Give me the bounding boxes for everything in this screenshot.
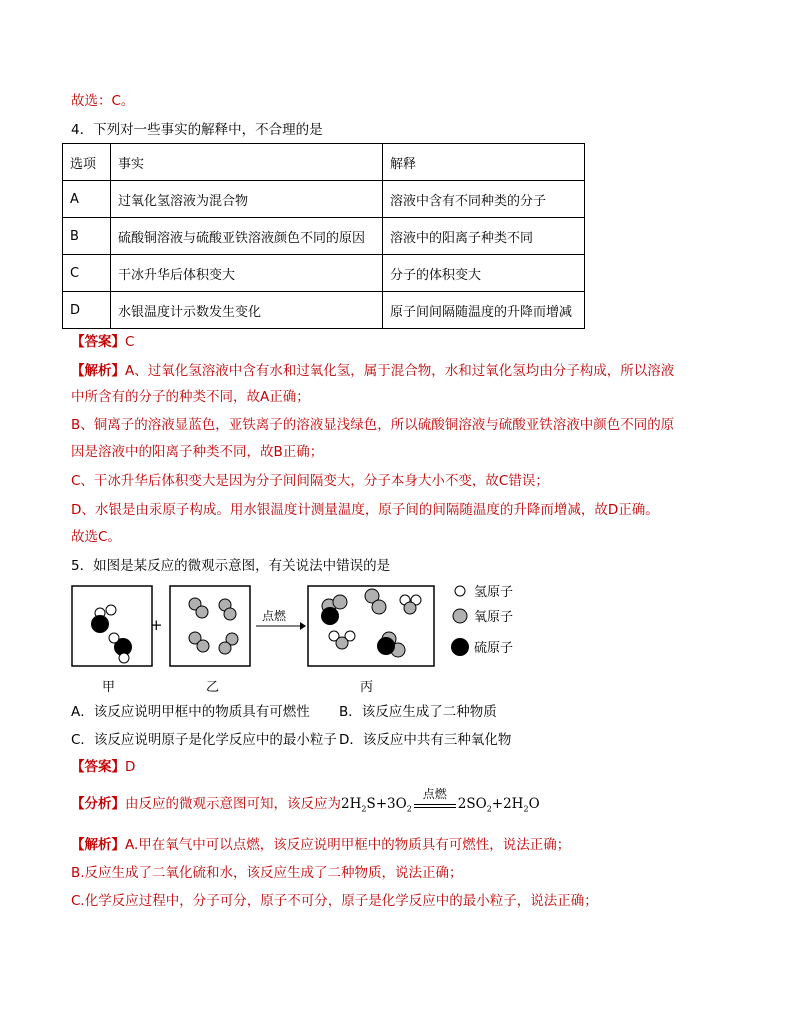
table-cell: 硫酸铜溶液与硫酸亚铁溶液颜色不同的原因 — [111, 218, 383, 255]
hydrogen-atom — [109, 633, 119, 643]
box-yi — [170, 586, 250, 666]
box-label-jia: 甲 — [102, 680, 116, 695]
q4-analysis-line-3: B、铜离子的溶液显蓝色，亚铁离子的溶液显浅绿色，所以硫酸铜溶液与硫酸亚铁溶液中颜色不同的原 — [71, 417, 675, 433]
q5-analysis-line-3: C.化学反应过程中，分子可分，原子不可分，原子是化学反应中的最小粒子，说法正确； — [71, 893, 598, 909]
table-cell: 分子的体积变大 — [383, 255, 585, 292]
oxygen-atom — [197, 640, 209, 652]
plus-sign: + — [150, 616, 163, 634]
q5-option-a: A．该反应说明甲框中的物质具有可燃性 — [71, 704, 310, 720]
legend-label-oxygen: 氧原子 — [474, 610, 514, 625]
answer-label: 【答案】 — [71, 334, 125, 350]
analysis-text: A.甲在氧气中可以点燃，该反应说明甲框中的物质具有可燃性，说法正确； — [125, 837, 571, 853]
answer-value: D — [125, 759, 136, 775]
box-label-bing: 丙 — [360, 680, 374, 695]
table-cell: 干冰升华后体积变大 — [111, 255, 383, 292]
table-cell: D — [63, 292, 111, 329]
chemical-equation — [341, 787, 540, 819]
table-header-cell: 解释 — [383, 144, 585, 181]
table-cell: A — [63, 181, 111, 218]
oxygen-atom — [224, 608, 236, 620]
arrow-head-icon — [300, 622, 306, 630]
table-cell: C — [63, 255, 111, 292]
hydrogen-atom — [106, 605, 116, 615]
oxygen-atom — [336, 637, 348, 649]
q5-answer — [71, 758, 135, 776]
fenxi-text: 由反应的微观示意图可知，该反应为 — [125, 796, 341, 812]
hydrogen-legend-icon — [455, 586, 465, 596]
table-row — [63, 255, 585, 292]
table-row — [63, 181, 585, 218]
analysis-label: 【解析】 — [71, 837, 125, 853]
eq-condition: 点燃 — [422, 787, 447, 801]
eq-subscript: 2 — [523, 804, 529, 814]
eq-term: S — [366, 796, 376, 812]
previous-conclusion: 故选：C。 — [71, 93, 135, 109]
oxygen-legend-icon — [453, 609, 467, 623]
table-cell: 水银温度计示数发生变化 — [111, 292, 383, 329]
eq-term: +3O — [375, 796, 407, 812]
eq-subscript: 2 — [406, 804, 412, 814]
q5-analysis-line-2: B.反应生成了二氧化硫和水，该反应生成了二种物质，说法正确； — [71, 865, 463, 881]
q4-analysis-line-4: 因是溶液中的阳离子种类不同，故B正确； — [71, 444, 324, 460]
analysis-text: A、过氧化氢溶液中含有水和过氧化氢，属于混合物，水和过氧化氢均由分子构成，所以溶液 — [125, 363, 675, 379]
table-header-cell: 选项 — [63, 144, 111, 181]
table-cell: B — [63, 218, 111, 255]
oxygen-atom — [372, 600, 386, 614]
q5-fenxi — [71, 787, 540, 819]
arrow-condition: 点燃 — [262, 609, 287, 623]
oxygen-atom — [196, 606, 208, 618]
legend-label-hydrogen: 氢原子 — [474, 585, 514, 600]
table-cell: 溶液中含有不同种类的分子 — [383, 181, 585, 218]
q4-answer — [71, 333, 134, 351]
eq-term: 2SO — [457, 796, 487, 812]
eq-subscript: 2 — [361, 804, 367, 814]
q4-table — [62, 143, 585, 329]
table-row — [63, 292, 585, 329]
eq-subscript: 2 — [486, 804, 492, 814]
eq-term: O — [528, 796, 540, 812]
table-cell: 溶液中的阳离子种类不同 — [383, 218, 585, 255]
oxygen-atom — [219, 642, 231, 654]
fenxi-label: 【分析】 — [71, 796, 125, 812]
q5-option-c: C．该反应说明原子是化学反应中的最小粒子 — [71, 732, 337, 748]
box-label-yi: 乙 — [206, 680, 220, 695]
table-header-row — [63, 144, 585, 181]
sulfur-legend-icon — [451, 638, 469, 656]
table-cell: 过氧化氢溶液为混合物 — [111, 181, 383, 218]
answer-value: C — [125, 334, 135, 350]
eq-term: +2H — [491, 796, 524, 812]
box-jia — [72, 586, 152, 666]
q4-analysis-line-1 — [71, 362, 674, 380]
atom-legend — [448, 582, 568, 662]
analysis-label: 【解析】 — [71, 363, 125, 379]
q4-stem: 4．下列对一些事实的解释中，不合理的是 — [71, 122, 323, 138]
eq-term: 2H — [341, 796, 362, 812]
sulfur-atom — [321, 607, 339, 625]
table-row — [63, 218, 585, 255]
eq-arrow — [414, 787, 456, 808]
q4-analysis-line-2: 中所含有的分子的种类不同，故A正确； — [71, 389, 310, 405]
oxygen-atom — [404, 602, 416, 614]
q5-stem: 5．如图是某反应的微观示意图，有关说法中错误的是 — [71, 558, 391, 574]
table-cell: 原子间间隔随温度的升降而增减 — [383, 292, 585, 329]
q5-option-d: D．该反应中共有三种氧化物 — [339, 732, 512, 748]
q4-analysis-line-7: 故选C。 — [71, 529, 121, 545]
hydrogen-atom — [119, 653, 129, 663]
answer-label: 【答案】 — [71, 759, 125, 775]
q4-analysis-line-5: C、干冰升华后体积变大是因为分子间间隔变大，分子本身大小不变，故C错误； — [71, 473, 549, 489]
sulfur-atom — [91, 615, 109, 633]
q5-option-b: B．该反应生成了二种物质 — [339, 704, 497, 720]
q4-analysis-line-6: D、水银是由汞原子构成。用水银温度计测量温度，原子间的间隔随温度的升降而增减，故D正确。 — [71, 502, 659, 518]
q5-analysis-line-1 — [71, 836, 570, 854]
oxygen-atom — [333, 595, 347, 609]
legend-label-sulfur: 硫原子 — [474, 641, 514, 656]
sulfur-atom — [377, 637, 395, 655]
table-header-cell: 事实 — [111, 144, 383, 181]
